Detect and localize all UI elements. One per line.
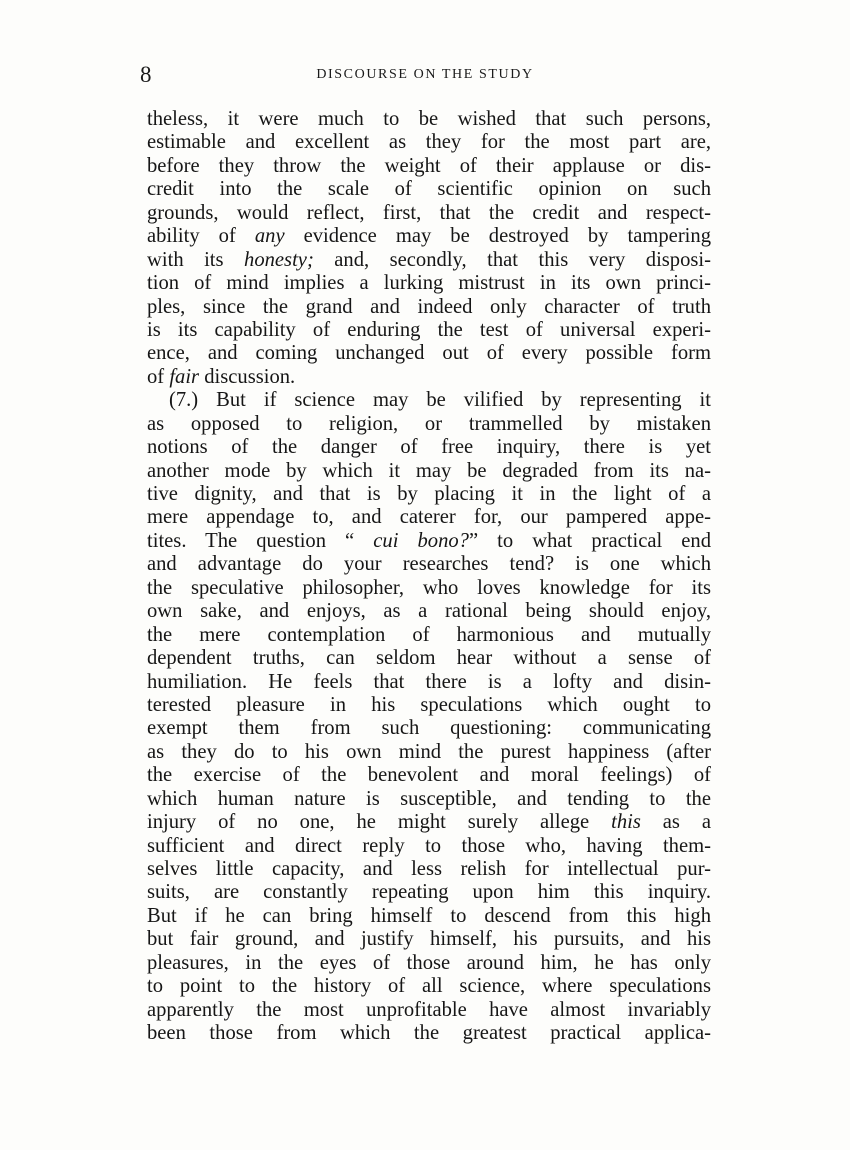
- text-line: as they do to his own mind the purest happiness (after: [147, 740, 711, 763]
- paragraph: [147, 108, 711, 389]
- text-line: as opposed to religion, or trammelled by mistaken: [147, 412, 711, 435]
- body-text: [147, 108, 711, 1046]
- text-line: which human nature is susceptible, and tending to the: [147, 787, 711, 810]
- text-line: with its honesty; and, secondly, that this very disposi-: [147, 248, 711, 271]
- text-line: injury of no one, he might surely allege this as a: [147, 811, 711, 834]
- text-line: been those from which the greatest practical applica-: [147, 1022, 711, 1045]
- text-line: and advantage do your researches tend? is one which: [147, 553, 711, 576]
- text-line: apparently the most unprofitable have almost invariably: [147, 998, 711, 1021]
- text-line: of fair discussion.: [147, 365, 296, 388]
- text-line: ence, and coming unchanged out of every possible form: [147, 342, 711, 365]
- text-line: humiliation. He feels that there is a lofty and disin-: [147, 670, 711, 693]
- text-line: own sake, and enjoys, as a rational being should enjoy,: [147, 600, 711, 623]
- text-line: pleasures, in the eyes of those around him, he has only: [147, 951, 711, 974]
- text-line: another mode by which it may be degraded from its na-: [147, 459, 711, 482]
- text-line: estimable and excellent as they for the most part are,: [147, 131, 711, 154]
- paragraph: [147, 389, 711, 1045]
- text-line: terested pleasure in his speculations which ought to: [147, 693, 711, 716]
- text-line: sufficient and direct reply to those who, having them-: [147, 834, 711, 857]
- text-line: selves little capacity, and less relish for intellectual pur-: [147, 858, 711, 880]
- text-line: the exercise of the benevolent and moral feelings) of: [147, 764, 711, 787]
- text-line: ability of any evidence may be destroyed by tampering: [147, 225, 711, 248]
- text-line: the speculative philosopher, who loves knowledge for its: [147, 576, 711, 599]
- text-line: but fair ground, and justify himself, his pursuits, and his: [147, 928, 711, 951]
- page-number: 8: [140, 62, 152, 87]
- text-line: grounds, would reflect, first, that the credit and respect-: [147, 201, 711, 224]
- running-title: DISCOURSE ON THE STUDY: [316, 67, 534, 82]
- text-line: before they throw the weight of their applause or dis-: [147, 154, 711, 177]
- text-line: mere appendage to, and caterer for, our pampered appe-: [147, 506, 711, 529]
- text-line: dependent truths, can seldom hear without a sense of: [147, 647, 711, 670]
- text-line: But if he can bring himself to descend from this high: [147, 904, 711, 927]
- text-line: tites. The question “ cui bono?” to what practical end: [147, 529, 711, 552]
- text-line: is its capability of enduring the test of universal experi-: [147, 318, 711, 341]
- page-header: [140, 62, 710, 88]
- text-line: suits, are constantly repeating upon him this inquiry.: [147, 881, 711, 904]
- text-line: (7.) But if science may be vilified by representing it: [169, 389, 711, 412]
- text-line: the mere contemplation of harmonious and mutually: [147, 623, 711, 646]
- text-line: to point to the history of all science, where speculations: [147, 975, 711, 998]
- text-line: tion of mind implies a lurking mistrust in its own princi-: [147, 272, 711, 295]
- text-line: theless, it were much to be wished that such persons,: [147, 108, 711, 130]
- text-line: tive dignity, and that is by placing it in the light of a: [147, 483, 711, 505]
- text-line: notions of the danger of free inquiry, there is yet: [147, 436, 711, 459]
- text-line: credit into the scale of scientific opinion on such: [147, 178, 711, 201]
- text-line: exempt them from such questioning: communicating: [147, 717, 711, 740]
- text-line: ples, since the grand and indeed only character of truth: [147, 295, 711, 318]
